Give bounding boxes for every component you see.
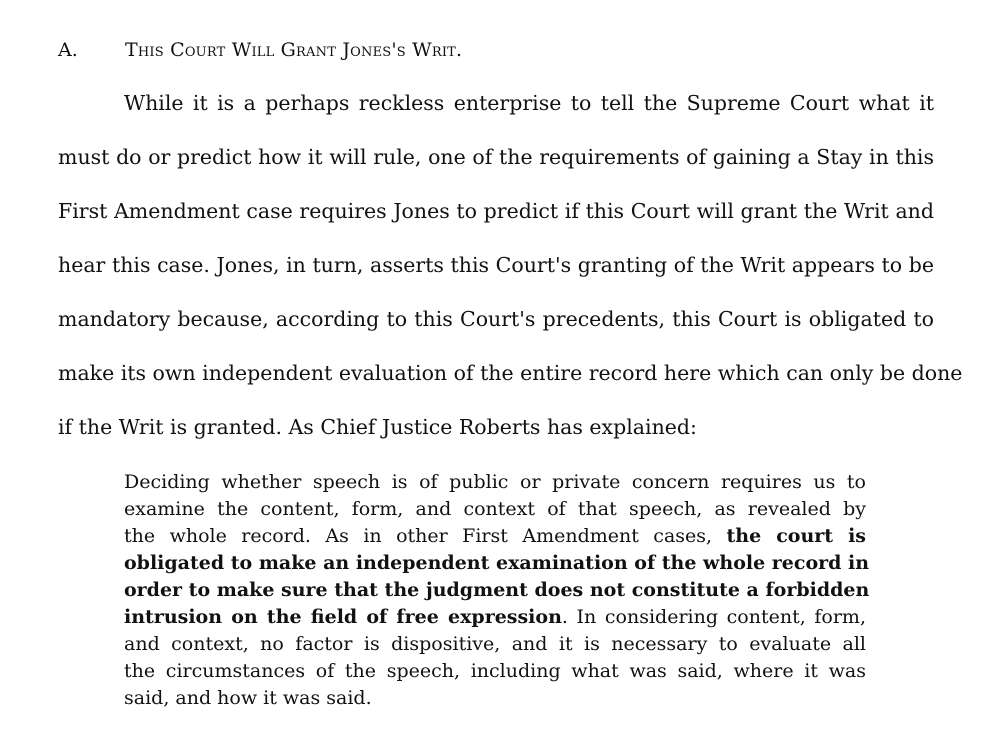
- block-quote: [124, 469, 870, 712]
- quote-line: [124, 658, 866, 685]
- quote-line: [124, 550, 870, 577]
- quote-emphasis: the court is: [726, 525, 866, 547]
- quote-line: [124, 577, 870, 604]
- paragraph-line: hear this case. Jones, in turn, asserts this Court's granting of the Writ appears to be: [58, 253, 934, 277]
- quote-emphasis: order to make sure that the judgment does not constitute a forbidden: [124, 579, 870, 601]
- section-title: This Court Will Grant Jones's Writ.: [125, 39, 463, 61]
- paragraph-line: While it is a perhaps reckless enterprise to tell the Supreme Court what it: [124, 91, 934, 115]
- quote-line: [124, 685, 866, 712]
- quote-text: . In considering content, form,: [561, 606, 866, 628]
- quote-text: and context, no factor is dispositive, and it is necessary to evaluate all: [124, 633, 866, 655]
- quote-text: said, and how it was said.: [124, 687, 372, 709]
- paragraph-line: make its own independent evaluation of the entire record here which can only be done: [58, 361, 963, 385]
- paragraph-line: mandatory because, according to this Court's precedents, this Court is obligated to: [58, 307, 934, 331]
- paragraph-line: if the Writ is granted. As Chief Justice Roberts has explained:: [58, 415, 697, 439]
- quote-line: [124, 631, 866, 658]
- quote-line: [124, 604, 866, 631]
- quote-text: the circumstances of the speech, including what was said, where it was: [124, 660, 866, 682]
- quote-emphasis: intrusion on the field of free expression: [124, 606, 562, 628]
- paragraph-line: must do or predict how it will rule, one of the requirements of gaining a Stay in this: [58, 145, 934, 169]
- quote-text: Deciding whether speech is of public or private concern requires us to: [124, 471, 866, 493]
- paragraph-line: First Amendment case requires Jones to predict if this Court will grant the Writ and: [58, 199, 934, 223]
- quote-line: [124, 523, 866, 550]
- quote-line: [124, 469, 866, 496]
- section-letter: A.: [58, 39, 78, 61]
- quote-text: the whole record. As in other First Amendment cases,: [124, 525, 727, 547]
- quote-text: examine the content, form, and context of that speech, as revealed by: [124, 498, 866, 520]
- quote-line: [124, 496, 866, 523]
- quote-emphasis: obligated to make an independent examination of the whole record in: [124, 552, 870, 574]
